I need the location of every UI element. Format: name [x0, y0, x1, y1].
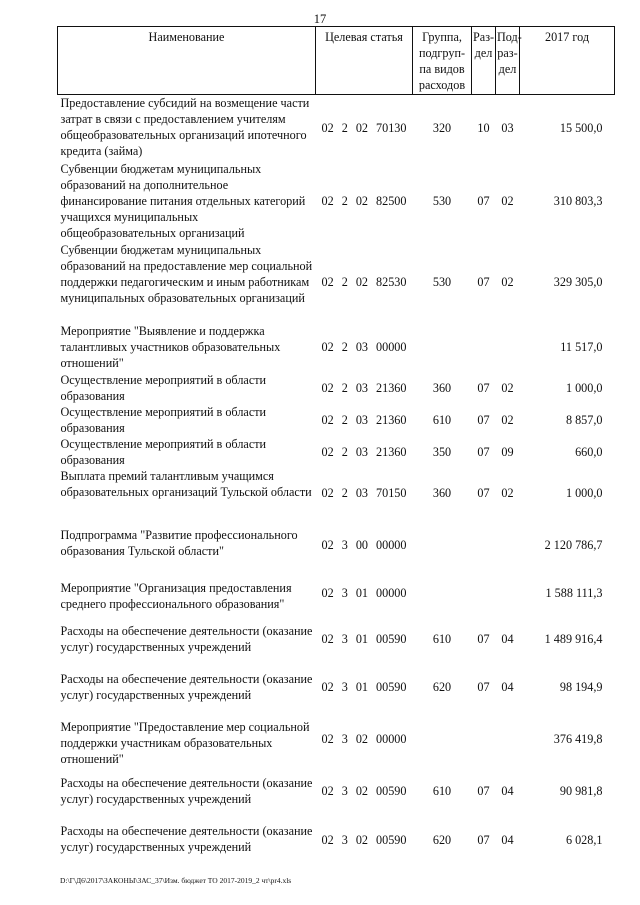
expense-group — [413, 711, 472, 767]
target-article-part: 02 — [321, 832, 334, 847]
target-article-part: 3 — [341, 832, 348, 847]
table-row — [58, 519, 615, 572]
row-name: Расходы на обеспечение деятельности (оказание услуг) государственных учреждений — [60, 823, 313, 854]
subsection: 02 — [501, 194, 514, 208]
target-article-code — [316, 161, 413, 242]
target-article-part: 2 — [341, 194, 348, 208]
section — [472, 519, 496, 572]
target-article-part: 2 — [341, 412, 348, 427]
target-article-code — [316, 663, 413, 711]
target-article-part: 00000 — [376, 731, 407, 746]
subsection: 02 — [501, 380, 514, 395]
amount-2017: 6 028,1 — [565, 832, 603, 847]
section — [472, 323, 496, 372]
target-article-part: 02 — [321, 412, 334, 427]
section: 07 — [477, 783, 490, 798]
target-article-part: 03 — [355, 412, 368, 427]
section: 07 — [477, 679, 490, 694]
target-article-part: 2 — [341, 275, 348, 289]
file-path-footer: D:\Г\Д6\2017\ЗАКОНЫ\ЗАС_37\Изм. бюджет ТО 2017-2019_2 чт\pr4.xls — [60, 876, 292, 885]
target-article-part: 3 — [341, 731, 348, 746]
target-article-part: 02 — [355, 194, 368, 208]
amount-2017: 2 120 786,7 — [544, 538, 603, 552]
target-article-part: 02 — [321, 586, 334, 600]
target-article-part: 3 — [341, 679, 348, 694]
target-article-part: 3 — [341, 586, 348, 600]
section — [472, 711, 496, 767]
target-article-part: 02 — [355, 275, 368, 289]
page-number: 17 — [313, 12, 327, 26]
expense-group: 360 — [432, 486, 452, 500]
row-name: Субвенции бюджетам муниципальных образований на дополнительное финансирование питания отдельных категорий учащихся муниципальных общеобразовательных организаций — [60, 161, 306, 240]
target-article-code — [316, 242, 413, 323]
table-row — [58, 323, 615, 372]
target-article-part: 03 — [355, 340, 368, 354]
expense-group — [413, 519, 472, 572]
table-row — [58, 372, 615, 404]
section: 07 — [477, 380, 490, 395]
target-article-part: 21360 — [376, 444, 407, 459]
target-article-part: 2 — [341, 380, 348, 395]
section: 07 — [477, 412, 490, 427]
target-article-part: 02 — [321, 275, 334, 289]
target-article-part: 70150 — [376, 486, 407, 500]
section: 07 — [477, 275, 490, 289]
row-name: Субвенции бюджетам муниципальных образований на предоставление мер социальной поддержки педагогическим и иным работникам муниципальных образовательных организаций — [60, 242, 313, 305]
row-name: Мероприятие "Предоставление мер социальной поддержки участникам образовательных отношений" — [60, 719, 310, 766]
target-article-part: 02 — [355, 731, 368, 746]
target-article-part: 00000 — [376, 538, 407, 552]
target-article-part: 02 — [321, 679, 334, 694]
target-article-code — [316, 767, 413, 815]
subsection: 04 — [501, 631, 514, 646]
target-article-part: 02 — [321, 340, 334, 354]
target-article-part: 03 — [355, 444, 368, 459]
target-article-code — [316, 436, 413, 468]
table-row — [58, 767, 615, 815]
target-article-code — [316, 468, 413, 519]
subsection — [496, 323, 520, 372]
target-article-part: 00590 — [376, 832, 407, 847]
target-article-code — [316, 323, 413, 372]
target-article-code — [316, 404, 413, 436]
target-article-part: 00590 — [376, 783, 407, 798]
amount-2017: 8 857,0 — [565, 412, 603, 427]
target-article-code — [316, 372, 413, 404]
target-article-part: 02 — [355, 832, 368, 847]
budget-table — [57, 26, 615, 865]
subsection — [496, 711, 520, 767]
row-name: Расходы на обеспечение деятельности (оказание услуг) государственных учреждений — [60, 775, 313, 806]
row-name: Выплата премий талантливым учащимся образовательных организаций Тульской области — [60, 468, 312, 499]
target-article-part: 21360 — [376, 412, 407, 427]
subsection: 02 — [501, 275, 514, 289]
header-section: Раз-дел — [472, 27, 496, 95]
target-article-code — [316, 95, 413, 161]
subsection: 09 — [501, 444, 514, 459]
header-subsection: Под-раз-дел — [496, 27, 520, 95]
section: 07 — [477, 631, 490, 646]
expense-group: 530 — [432, 275, 452, 289]
target-article-code — [316, 615, 413, 663]
expense-group: 350 — [432, 444, 452, 459]
amount-2017: 1 000,0 — [565, 380, 603, 395]
table-row — [58, 95, 615, 161]
table-row — [58, 161, 615, 242]
amount-2017: 15 500,0 — [559, 120, 603, 135]
row-name: Расходы на обеспечение деятельности (оказание услуг) государственных учреждений — [60, 623, 313, 654]
target-article-code — [316, 519, 413, 572]
target-article-part: 00 — [355, 538, 368, 552]
expense-group: 620 — [432, 832, 452, 847]
subsection: 03 — [501, 120, 514, 135]
target-article-code — [316, 711, 413, 767]
row-name: Предоставление субсидий на возмещение части затрат в связи с предоставлением учителям общеобразовательных организаций ипотечного кредита (займа) — [60, 96, 310, 158]
amount-2017: 660,0 — [575, 444, 603, 459]
target-article-part: 01 — [355, 586, 368, 600]
subsection: 04 — [501, 832, 514, 847]
section: 10 — [477, 120, 490, 135]
subsection: 02 — [501, 486, 514, 500]
target-article-part: 2 — [341, 120, 348, 135]
row-name: Расходы на обеспечение деятельности (оказание услуг) государственных учреждений — [60, 671, 313, 702]
header-year-2017: 2017 год — [520, 27, 615, 95]
table-row — [58, 468, 615, 519]
row-name: Мероприятие "Организация предоставления среднего профессионального образования" — [60, 580, 292, 611]
target-article-part: 2 — [341, 486, 348, 500]
target-article-part: 00000 — [376, 340, 407, 354]
target-article-part: 01 — [355, 679, 368, 694]
target-article-part: 02 — [321, 194, 334, 208]
row-name: Мероприятие "Выявление и поддержка талантливых участников образовательных отношений" — [60, 323, 281, 370]
expense-group: 620 — [432, 679, 452, 694]
section — [472, 572, 496, 615]
row-name: Осуществление мероприятий в области образования — [60, 436, 267, 467]
table-row — [58, 242, 615, 323]
target-article-part: 70130 — [376, 120, 407, 135]
target-article-part: 3 — [341, 538, 348, 552]
subsection: 04 — [501, 679, 514, 694]
expense-group: 530 — [432, 194, 452, 208]
table-row — [58, 572, 615, 615]
expense-group: 610 — [432, 783, 452, 798]
expense-group: 320 — [432, 120, 452, 135]
subsection: 02 — [501, 412, 514, 427]
table-row — [58, 436, 615, 468]
target-article-part: 00590 — [376, 679, 407, 694]
header-expense-group: Группа, подгруп-па видов расходов — [413, 27, 472, 95]
target-article-part: 02 — [321, 538, 334, 552]
target-article-part: 02 — [321, 731, 334, 746]
section: 07 — [477, 194, 490, 208]
target-article-part: 02 — [355, 783, 368, 798]
target-article-code — [316, 572, 413, 615]
target-article-part: 21360 — [376, 380, 407, 395]
expense-group — [413, 323, 472, 372]
amount-2017: 1 588 111,3 — [545, 586, 603, 600]
table-row — [58, 815, 615, 865]
subsection: 04 — [501, 783, 514, 798]
target-article-part: 3 — [341, 783, 348, 798]
target-article-part: 2 — [341, 340, 348, 354]
target-article-part: 02 — [321, 120, 334, 135]
target-article-part: 02 — [321, 631, 334, 646]
target-article-part: 03 — [355, 380, 368, 395]
section: 07 — [477, 444, 490, 459]
target-article-part: 00590 — [376, 631, 407, 646]
amount-2017: 1 000,0 — [565, 486, 603, 500]
table-body — [58, 95, 615, 865]
table-row — [58, 663, 615, 711]
expense-group — [413, 572, 472, 615]
target-article-part: 02 — [355, 120, 368, 135]
header-name: Наименование — [58, 27, 316, 95]
amount-2017: 1 489 916,4 — [544, 631, 603, 646]
target-article-part: 03 — [355, 486, 368, 500]
target-article-part: 02 — [321, 380, 334, 395]
amount-2017: 329 305,0 — [553, 275, 603, 289]
target-article-part: 02 — [321, 486, 334, 500]
target-article-part: 02 — [321, 783, 334, 798]
target-article-part: 82500 — [376, 194, 407, 208]
section: 07 — [477, 486, 490, 500]
target-article-part: 02 — [321, 444, 334, 459]
amount-2017: 11 517,0 — [560, 340, 603, 354]
subsection — [496, 519, 520, 572]
target-article-part: 01 — [355, 631, 368, 646]
target-article-part: 3 — [341, 631, 348, 646]
expense-group: 610 — [432, 412, 452, 427]
amount-2017: 376 419,8 — [553, 731, 603, 746]
expense-group: 610 — [432, 631, 452, 646]
header-target-article: Целевая статья — [316, 27, 413, 95]
row-name: Осуществление мероприятий в области образования — [60, 372, 267, 403]
target-article-part: 82530 — [376, 275, 407, 289]
table-row — [58, 404, 615, 436]
subsection — [496, 572, 520, 615]
row-name: Осуществление мероприятий в области образования — [60, 404, 267, 435]
target-article-code — [316, 815, 413, 865]
amount-2017: 310 803,3 — [553, 194, 603, 208]
table-row — [58, 615, 615, 663]
table-row — [58, 711, 615, 767]
target-article-part: 2 — [341, 444, 348, 459]
expense-group: 360 — [432, 380, 452, 395]
amount-2017: 98 194,9 — [559, 679, 603, 694]
target-article-part: 00000 — [376, 586, 407, 600]
row-name: Подпрограмма "Развитие профессионального образования Тульской области" — [60, 527, 298, 558]
amount-2017: 90 981,8 — [559, 783, 603, 798]
section: 07 — [477, 832, 490, 847]
